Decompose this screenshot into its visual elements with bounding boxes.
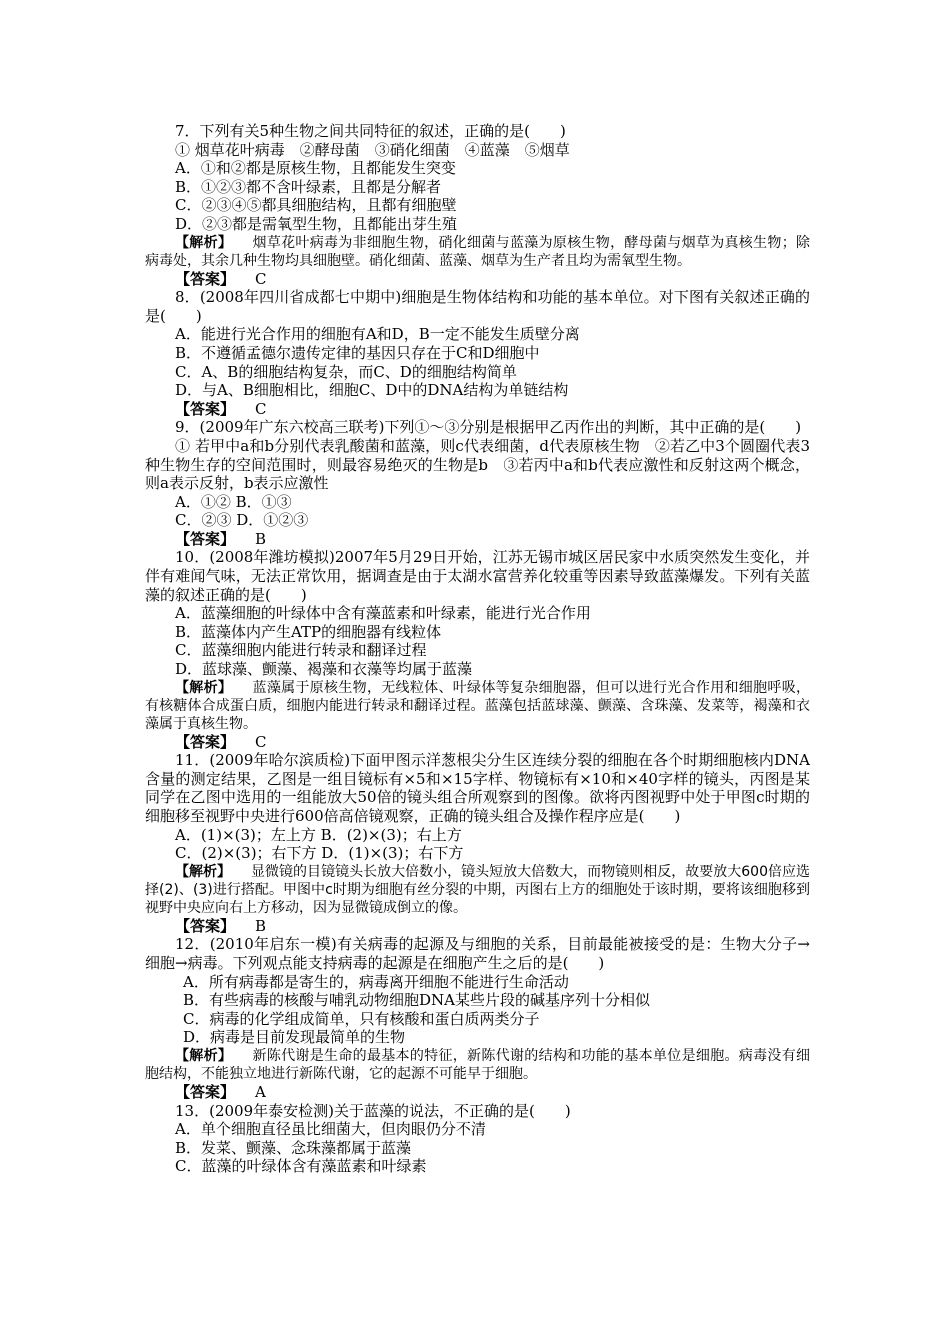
question-11-options-ab: A．(1)×(3)；左上方 B．(2)×(3)；右上方 [175,825,462,844]
answer-label: 【答案】 [175,269,236,288]
question-7-option-a: A．①和②都是原核生物，且都能发生突变 [175,159,456,178]
question-11-explanation [145,863,810,917]
question-10-option-d: D．蓝球藻、颤藻、褐藻和衣藻等均属于蓝藻 [175,660,473,679]
question-9-stem: 9．(2009年广东六校高三联考)下列①～③分别是根据甲乙丙作出的判断，其中正确的是( ) [175,418,802,437]
question-12-explanation [145,1047,810,1083]
question-7-answer [145,270,810,289]
question-8-answer [145,400,810,419]
question-13-option-b: B．发菜、颤藻、念珠藻都属于蓝藻 [175,1138,412,1157]
question-12-answer [145,1083,810,1102]
question-9-answer [145,530,810,549]
question-7-items: ① 烟草花叶病毒 ②酵母菌 ③硝化细菌 ④蓝藻 ⑤烟草 [175,140,570,159]
explanation-label: 【解析】 [175,1047,233,1064]
question-7-option-b: B．①②③都不含叶绿素，且都是分解者 [175,177,442,196]
question-8-option-b: B．不遵循孟德尔遗传定律的基因只存在于C和D细胞中 [175,343,540,362]
answer-value: B [255,916,267,935]
question-7-option-d: D．②③都是需氧型生物，且都能出芽生殖 [175,214,458,233]
answer-label: 【答案】 [175,732,236,751]
question-8-option-d: D．与A、B细胞相比，细胞C、D中的DNA结构为单链结构 [175,381,569,400]
question-9-options-cd: C．②③ D．①②③ [175,511,309,530]
question-8-stem: 8．(2008年四川省成都七中期中)细胞是生物体结构和功能的基本单位。对下图有关叙述正确的是( ) [145,288,810,325]
explanation-label: 【解析】 [175,234,233,251]
answer-label: 【答案】 [175,399,236,418]
question-10-option-a: A．蓝藻细胞的叶绿体中含有藻蓝素和叶绿素，能进行光合作用 [175,604,591,623]
question-13-option-a: A．单个细胞直径虽比细菌大，但肉眼仍分不清 [175,1120,486,1139]
answer-value: C [255,269,267,288]
question-7-stem: 7．下列有关5种生物之间共同特征的叙述，正确的是( ) [175,122,566,140]
explanation-text: 烟草花叶病毒为非细胞生物，硝化细菌与蓝藻为原核生物，酵母菌与烟草为真核生物；除病毒处，其余几种生物均具细胞壁。硝化细菌、蓝藻、烟草为生产者且均为需氧型生物。 [145,234,811,269]
question-10-explanation [145,679,810,733]
question-12-option-b: B．有些病毒的核酸与哺乳动物细胞DNA某些片段的碱基序列十分相似 [183,991,651,1010]
answer-label: 【答案】 [175,1082,236,1101]
answer-value: B [255,529,267,548]
answer-label: 【答案】 [175,529,236,548]
question-7-explanation [145,234,810,270]
question-10-answer [145,733,810,752]
explanation-label: 【解析】 [175,679,233,696]
answer-value: A [255,1082,266,1101]
question-13-option-c: C．蓝藻的叶绿体含有藻蓝素和叶绿素 [175,1157,427,1176]
question-11-stem: 11．(2009年哈尔滨质检)下面甲图示洋葱根尖分生区连续分裂的细胞在各个时期细胞核内DNA含量的测定结果，乙图是一组目镜标有×5和×15字样、物镜标有×10和×40字样的镜头，丙图是某同学在乙图中选用的一组能放大50倍的镜头组合所观察到的图像。欲将丙图视野中处于甲图c时期的细胞移至视野中央进行600倍高倍镜观察，正确的镜头组合及操作程序应是( ) [145,751,810,825]
explanation-text: 新陈代谢是生命的最基本的特征，新陈代谢的结构和功能的基本单位是细胞。病毒没有细胞结构，不能独立地进行新陈代谢，它的起源不可能早于细胞。 [145,1047,811,1082]
question-12-option-a: A．所有病毒都是寄生的，病毒离开细胞不能进行生命活动 [183,972,569,991]
question-8-option-c: C．A、B的细胞结构复杂，而C、D的细胞结构简单 [175,362,517,381]
answer-label: 【答案】 [175,916,236,935]
question-10-stem: 10．(2008年潍坊模拟)2007年5月29日开始，江苏无锡市城区居民家中水质突然发生变化，并伴有难闻气味，无法正常饮用，据调查是由于太湖水富营养化较重等因素导致蓝藻爆发。下列有关蓝藻的叙述正确的是( ) [145,548,810,604]
question-7-option-c: C．②③④⑤都具细胞结构，且都有细胞壁 [175,196,457,215]
question-12-stem: 12．(2010年启东一模)有关病毒的起源及与细胞的关系，目前最能被接受的是：生物大分子→细胞→病毒。下列观点能支持病毒的起源是在细胞产生之后的是( ) [145,935,810,972]
question-13-stem: 13．(2009年泰安检测)关于蓝藻的说法，不正确的是( ) [175,1101,571,1120]
explanation-label: 【解析】 [175,863,232,880]
explanation-text: 显微镜的目镜镜头长放大倍数小，镜头短放大倍数大，而物镜则相反，故要放大600倍应选择(2)、(3)进行搭配。甲图中c时期为细胞有丝分裂的中期，丙图右上方的细胞处于该时期，要将该细胞移到视野中央应向右上方移动，因为显微镜成倒立的像。 [145,863,810,916]
answer-value: C [255,399,267,418]
question-11-options-cd: C．(2)×(3)；右下方 D．(1)×(3)；右下方 [175,844,464,863]
answer-value: C [255,732,267,751]
document-page [145,122,810,1176]
question-10-option-b: B．蓝藻体内产生ATP的细胞器有线粒体 [175,622,442,641]
question-11-answer [145,917,810,936]
explanation-text: 蓝藻属于原核生物，无线粒体、叶绿体等复杂细胞器，但可以进行光合作用和细胞呼吸，有核糖体合成蛋白质，细胞内能进行转录和翻译过程。蓝藻包括蓝球藻、颤藻、含珠藻、发菜等，褐藻和衣藻属于真核生物。 [145,679,811,732]
question-9-options-ab: A．①② B．①③ [175,492,292,511]
question-12-option-c: C．病毒的化学组成简单，只有核酸和蛋白质两类分子 [183,1009,540,1028]
question-10-option-c: C．蓝藻细胞内能进行转录和翻译过程 [175,641,427,660]
question-9-body: ① 若甲中a和b分别代表乳酸菌和蓝藻，则c代表细菌，d代表原核生物 ②若乙中3个圆圈代表3种生物生存的空间范围时，则最容易绝灭的生物是b ③若丙中a和b代表应激性和反射这两个概念，则a表示反射，b表示应激性 [145,436,810,493]
question-12-option-d: D．病毒是目前发现最简单的生物 [183,1028,406,1047]
question-8-option-a: A．能进行光合作用的细胞有A和D，B一定不能发生质壁分离 [175,325,580,344]
